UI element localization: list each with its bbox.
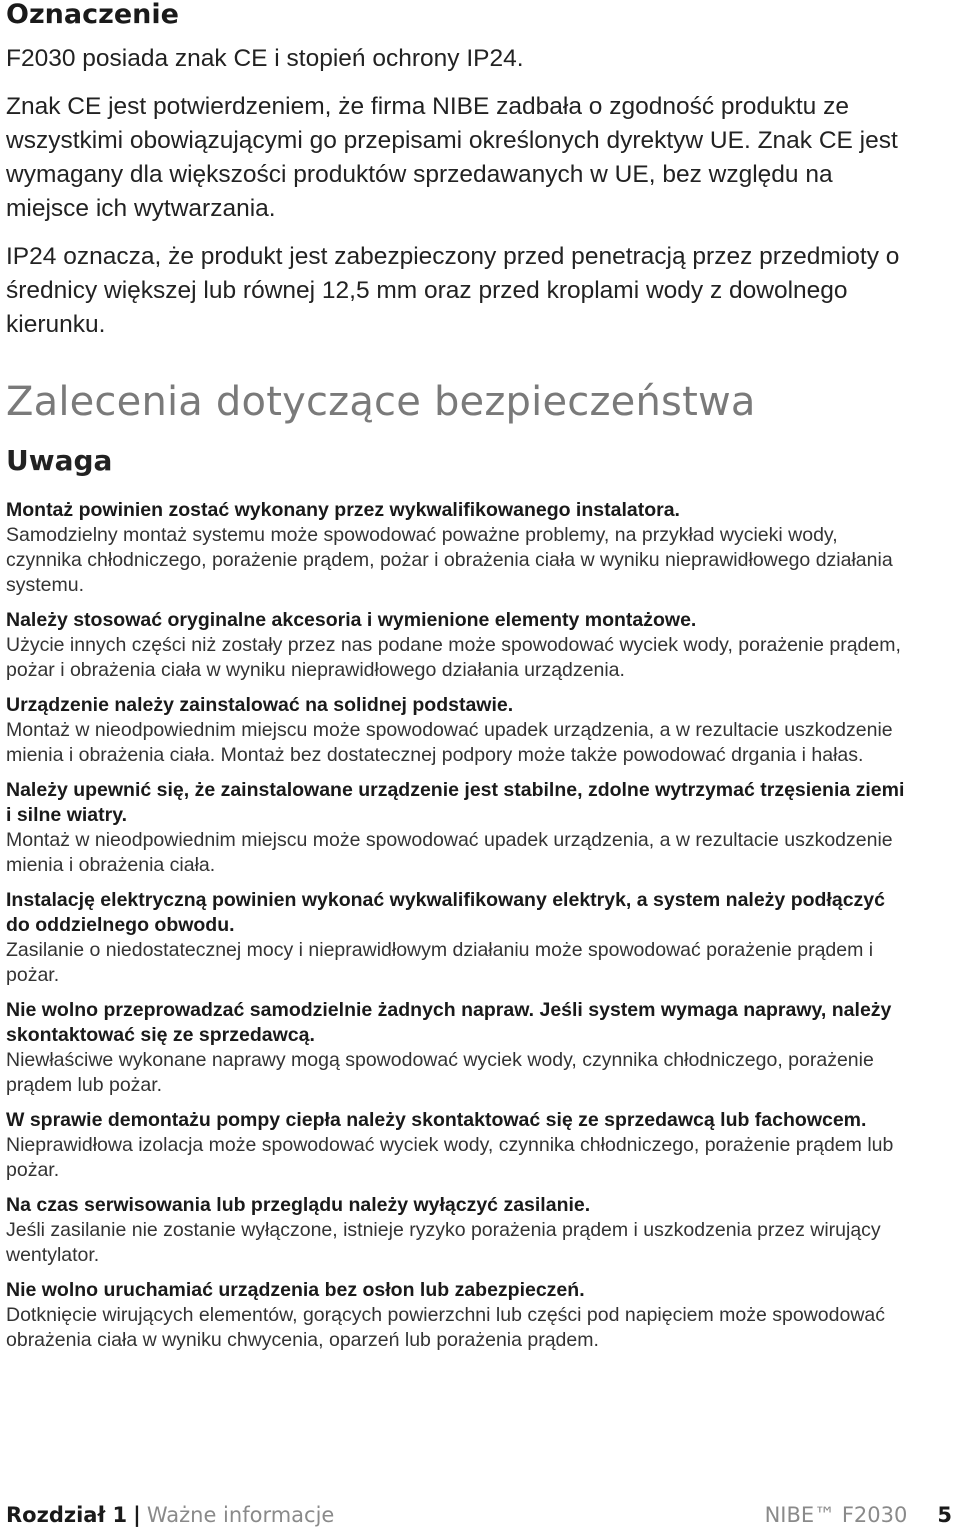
warning-title: Należy stosować oryginalne akcesoria i wymienione elementy montażowe. <box>6 609 697 631</box>
warning-body: Nieprawidłowa izolacja może spowodować wyciek wody, czynnika chłodniczego, porażenie prądem lub pożar. <box>6 1134 894 1181</box>
marking-paragraph-3: IP24 oznacza, że produkt jest zabezpieczony przed penetracją przez przedmioty o średnicy większej lub równej 12,5 mm oraz przed kroplami wody z dowolnego kierunku. <box>6 243 900 338</box>
warning-body: Dotknięcie wirujących elementów, gorących powierzchni lub części pod napięciem może spowodować obrażenia ciała w wyniku chwycenia, oparzeń lub porażenia prądem. <box>6 1304 886 1351</box>
marking-paragraph-2: Znak CE jest potwierdzeniem, że firma NIBE zadbała o zgodność produktu ze wszystkimi obowiązującymi go przepisami określonych dyrektyw UE. Znak CE jest wymagany dla większości produktów sprzedawanych w UE, bez względu na miejsce ich wytwarzania. <box>6 93 898 222</box>
warning-body: Zasilanie o niedostatecznej mocy i nieprawidłowym działaniu może spowodować porażenie prądem i pożar. <box>6 939 874 986</box>
warning-body: Samodzielny montaż systemu może spowodować poważne problemy, na przykład wycieki wody, czynnika chłodniczego, porażenie prądem, pożar i obrażenia ciała w wyniku nieprawidłowego działania systemu. <box>6 524 893 596</box>
marking-heading: Oznaczenie <box>6 0 179 30</box>
footer-brand: NIBE™ F2030 <box>764 1503 908 1527</box>
warnings-list <box>6 498 906 1353</box>
footer-separator: | <box>133 1503 141 1527</box>
warning-title: Nie wolno przeprowadzać samodzielnie żadnych napraw. Jeśli system wymaga naprawy, należy skontaktować się ze sprzedawcą. <box>6 999 892 1046</box>
marking-paragraph-1: F2030 posiada znak CE i stopień ochrony IP24. <box>6 45 524 72</box>
document-page <box>6 0 906 1363</box>
warning-title: Nie wolno uruchamiać urządzenia bez osłon lub zabezpieczeń. <box>6 1279 585 1301</box>
warning-body: Montaż w nieodpowiednim miejscu może spowodować upadek urządzenia, a w rezultacie uszkodzenie mienia i obrażenia ciała. <box>6 829 893 876</box>
safety-subheading: Uwaga <box>6 444 113 477</box>
warning-body: Niewłaściwe wykonane naprawy mogą spowodować wyciek wody, czynnika chłodniczego, porażenie prądem lub pożar. <box>6 1049 874 1096</box>
safety-heading: Zalecenia dotyczące bezpieczeństwa <box>6 379 756 425</box>
warning-item <box>6 998 906 1098</box>
page-number: 5 <box>937 1503 952 1527</box>
warning-item <box>6 498 906 598</box>
warning-item <box>6 778 906 878</box>
footer-chapter: Rozdział 1 <box>6 1503 128 1527</box>
warning-title: Urządzenie należy zainstalować na solidnej podstawie. <box>6 694 514 716</box>
warning-item <box>6 1108 906 1183</box>
warning-item <box>6 1193 906 1268</box>
warning-title: Montaż powinien zostać wykonany przez wykwalifikowanego instalatora. <box>6 499 680 521</box>
warning-body: Użycie innych części niż zostały przez nas podane może spowodować wyciek wody, porażenie prądem, pożar i obrażenia ciała w wyniku nieprawidłowego działania urządzenia. <box>6 634 901 681</box>
warning-body: Montaż w nieodpowiednim miejscu może spowodować upadek urządzenia, a w rezultacie uszkodzenie mienia i obrażenia ciała. Montaż bez dostatecznej podpory może także powodować drgania i hałas. <box>6 719 893 766</box>
warning-item <box>6 888 906 988</box>
warning-title: W sprawie demontażu pompy ciepła należy skontaktować się ze sprzedawcą lub fachowcem. <box>6 1109 867 1131</box>
footer-topic: Ważne informacje <box>146 1503 335 1527</box>
warning-item <box>6 693 906 768</box>
warning-title: Instalację elektryczną powinien wykonać wykwalifikowany elektryk, a system należy podłączyć do oddzielnego obwodu. <box>6 889 885 936</box>
warning-body: Jeśli zasilanie nie zostanie wyłączone, istnieje ryzyko porażenia prądem i uszkodzenia przez wirujący wentylator. <box>6 1219 881 1266</box>
warning-item <box>6 608 906 683</box>
page-footer <box>6 1500 952 1530</box>
footer-chapter-info <box>6 1500 334 1530</box>
warning-title: Na czas serwisowania lub przeglądu należy wyłączyć zasilanie. <box>6 1194 591 1216</box>
warning-title: Należy upewnić się, że zainstalowane urządzenie jest stabilne, zdolne wytrzymać trzęsienia ziemi i silne wiatry. <box>6 779 905 826</box>
footer-product-info <box>765 1500 952 1530</box>
warning-item <box>6 1278 906 1353</box>
